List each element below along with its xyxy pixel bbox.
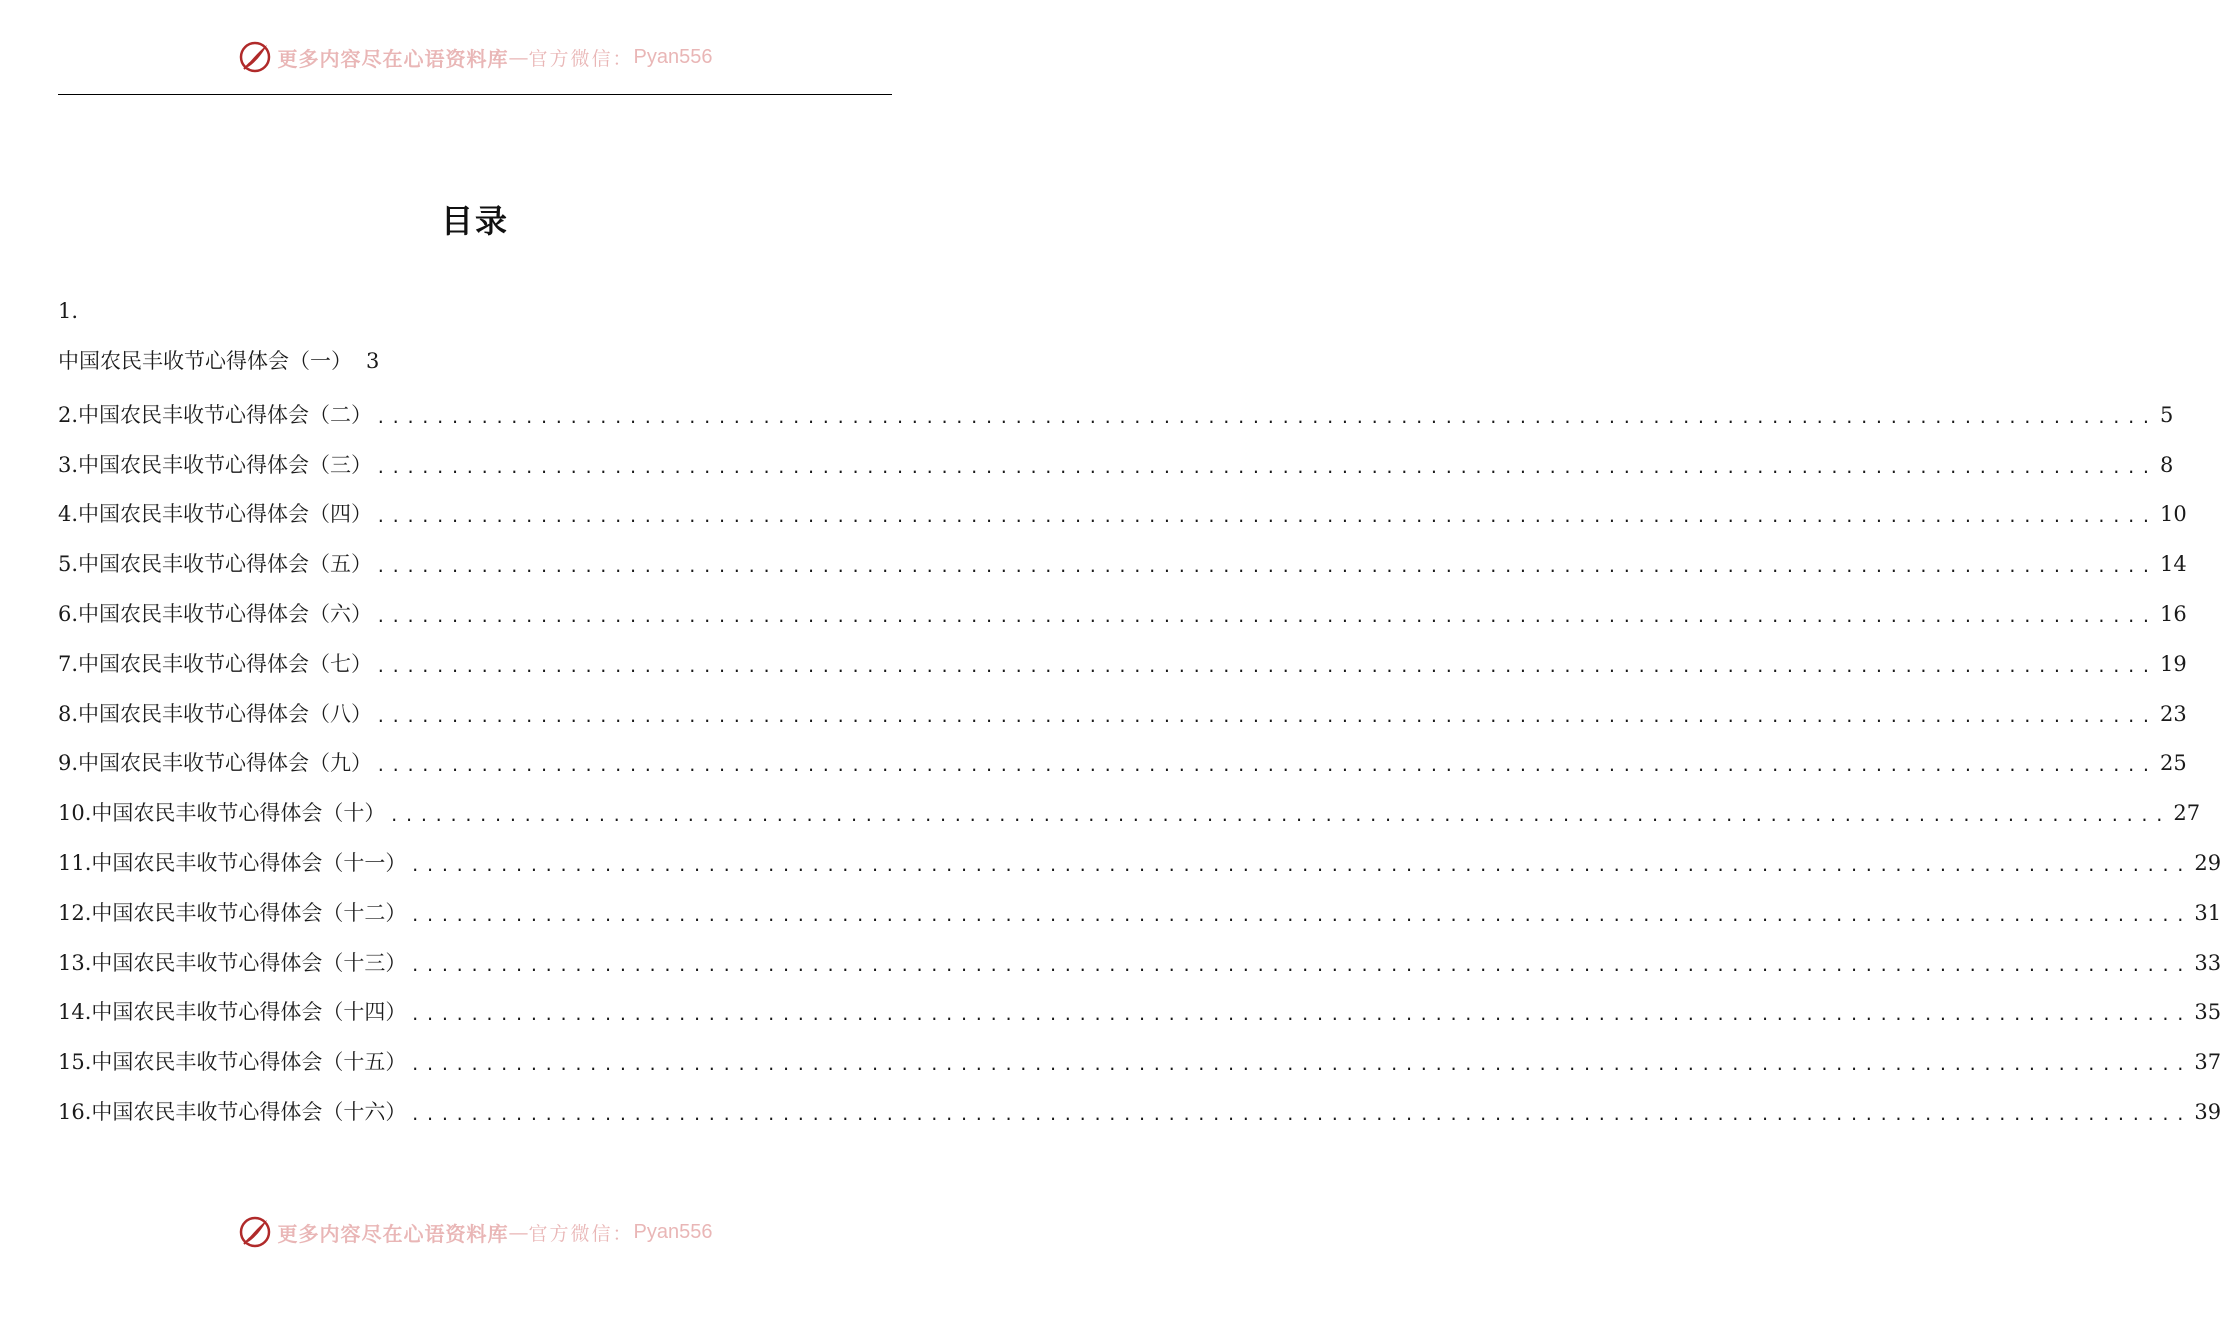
- toc-leader-dots: ........................................................................................................................: [376, 407, 2156, 427]
- toc-entry-text: 5.中国农民丰收节心得体会（五）: [58, 552, 373, 577]
- toc-entry-6[interactable]: [58, 587, 2187, 637]
- toc-first-number: 1.: [58, 299, 79, 323]
- toc-entry-text: 3.中国农民丰收节心得体会（三）: [58, 452, 373, 477]
- toc-entry-text: 12.中国农民丰收节心得体会（十二）: [58, 900, 407, 925]
- toc-leader-dots: ........................................................................................................................: [376, 756, 2156, 776]
- toc-entry-8[interactable]: [58, 687, 2187, 737]
- toc-entry-4[interactable]: [58, 488, 2187, 538]
- watermark-dash: —: [508, 45, 529, 69]
- toc-entry-page: 16: [2159, 601, 2187, 626]
- toc-entry-page: 33: [2194, 950, 2221, 975]
- toc-entry-5[interactable]: [58, 537, 2187, 587]
- toc-entry-text: 16.中国农民丰收节心得体会（十六）: [58, 1099, 407, 1124]
- watermark-dash: —: [508, 1220, 529, 1244]
- watermark-label: 官方微信：: [528, 1222, 634, 1245]
- toc-entry-11[interactable]: [58, 836, 2221, 886]
- toc-entry-list: [58, 388, 2221, 1135]
- toc-entry-9[interactable]: [58, 737, 2187, 787]
- toc-entry-text: 中国农民丰收节心得体会（一）: [58, 349, 352, 373]
- toc-leader-dots: ........................................................................................................................: [376, 557, 2156, 577]
- watermark-label: 官方微信：: [528, 47, 634, 70]
- toc-entry-text: 4.中国农民丰收节心得体会（四）: [58, 502, 373, 527]
- toc-entry-10[interactable]: [58, 786, 2201, 836]
- table-of-contents: [58, 288, 2221, 1135]
- toc-entry-page: 25: [2159, 751, 2187, 776]
- toc-leader-dots: ........................................................................................................................: [410, 855, 2191, 875]
- toc-entry-13[interactable]: [58, 936, 2221, 986]
- toc-leader-dots: ........................................................................................................................: [410, 955, 2191, 975]
- toc-leader-dots: ........................................................................................................................: [376, 457, 2156, 477]
- toc-entry-page: 3: [366, 349, 380, 373]
- toc-leader-dots: ........................................................................................................................: [410, 1104, 2191, 1124]
- toc-entry-page: 10: [2159, 502, 2187, 527]
- toc-entry-page: 37: [2194, 1050, 2221, 1075]
- watermark-site-text: 更多内容尽在心语资料库: [277, 1221, 509, 1246]
- watermark-site-text: 更多内容尽在心语资料库: [277, 46, 509, 71]
- toc-leader-dots: ........................................................................................................................: [376, 656, 2156, 676]
- header-divider: [58, 94, 892, 95]
- toc-entry-page: 29: [2194, 850, 2221, 875]
- toc-leader-dots: ........................................................................................................................: [410, 905, 2191, 925]
- watermark-wechat-id: Pyan556: [633, 1220, 713, 1243]
- toc-leader-dots: ........................................................................................................................: [389, 806, 2170, 826]
- toc-leader-dots: ........................................................................................................................: [410, 1055, 2191, 1075]
- footer-watermark: [0, 1215, 950, 1249]
- toc-entry-text: 14.中国农民丰收节心得体会（十四）: [58, 1000, 407, 1025]
- toc-leader-dots: ........................................................................................................................: [410, 1005, 2191, 1025]
- toc-entry-page: 27: [2173, 801, 2201, 826]
- toc-entry-page: 39: [2194, 1099, 2221, 1124]
- toc-entry-page: 23: [2159, 701, 2187, 726]
- toc-entry-3[interactable]: [58, 438, 2174, 488]
- toc-entry-page: 5: [2159, 402, 2174, 427]
- toc-entry-text: 8.中国农民丰收节心得体会（八）: [58, 701, 373, 726]
- toc-entry-1[interactable]: [58, 338, 892, 388]
- toc-entry-16[interactable]: [58, 1085, 2221, 1135]
- toc-entry-text: 2.中国农民丰收节心得体会（二）: [58, 402, 373, 427]
- toc-entry-text: 9.中国农民丰收节心得体会（九）: [58, 751, 373, 776]
- toc-entry-text: 10.中国农民丰收节心得体会（十）: [58, 801, 386, 826]
- toc-entry-15[interactable]: [58, 1035, 2221, 1085]
- toc-entry-2[interactable]: [58, 388, 2174, 438]
- toc-entry-12[interactable]: [58, 886, 2221, 936]
- watermark-wechat-id: Pyan556: [633, 45, 713, 68]
- toc-entry-page: 31: [2194, 900, 2221, 925]
- toc-entry-page: 8: [2159, 452, 2174, 477]
- toc-entry-page: 14: [2159, 552, 2187, 577]
- quill-logo-icon: [238, 40, 272, 74]
- toc-leader-dots: ........................................................................................................................: [376, 507, 2156, 527]
- header-watermark: [0, 40, 950, 74]
- toc-entry-text: 13.中国农民丰收节心得体会（十三）: [58, 950, 407, 975]
- toc-leader-dots: ........................................................................................................................: [376, 706, 2156, 726]
- toc-entry-page: 19: [2159, 651, 2187, 676]
- toc-entry-text: 15.中国农民丰收节心得体会（十五）: [58, 1050, 407, 1075]
- page-title: 目录: [440, 202, 509, 240]
- toc-entry-text: 7.中国农民丰收节心得体会（七）: [58, 651, 373, 676]
- toc-entry-page: 35: [2194, 1000, 2221, 1025]
- toc-entry-text: 11.中国农民丰收节心得体会（十一）: [58, 850, 407, 875]
- quill-logo-icon: [238, 1215, 272, 1249]
- toc-entry-7[interactable]: [58, 637, 2187, 687]
- toc-entry-text: 6.中国农民丰收节心得体会（六）: [58, 601, 373, 626]
- toc-leader-dots: ........................................................................................................................: [376, 606, 2156, 626]
- toc-entry-14[interactable]: [58, 986, 2221, 1036]
